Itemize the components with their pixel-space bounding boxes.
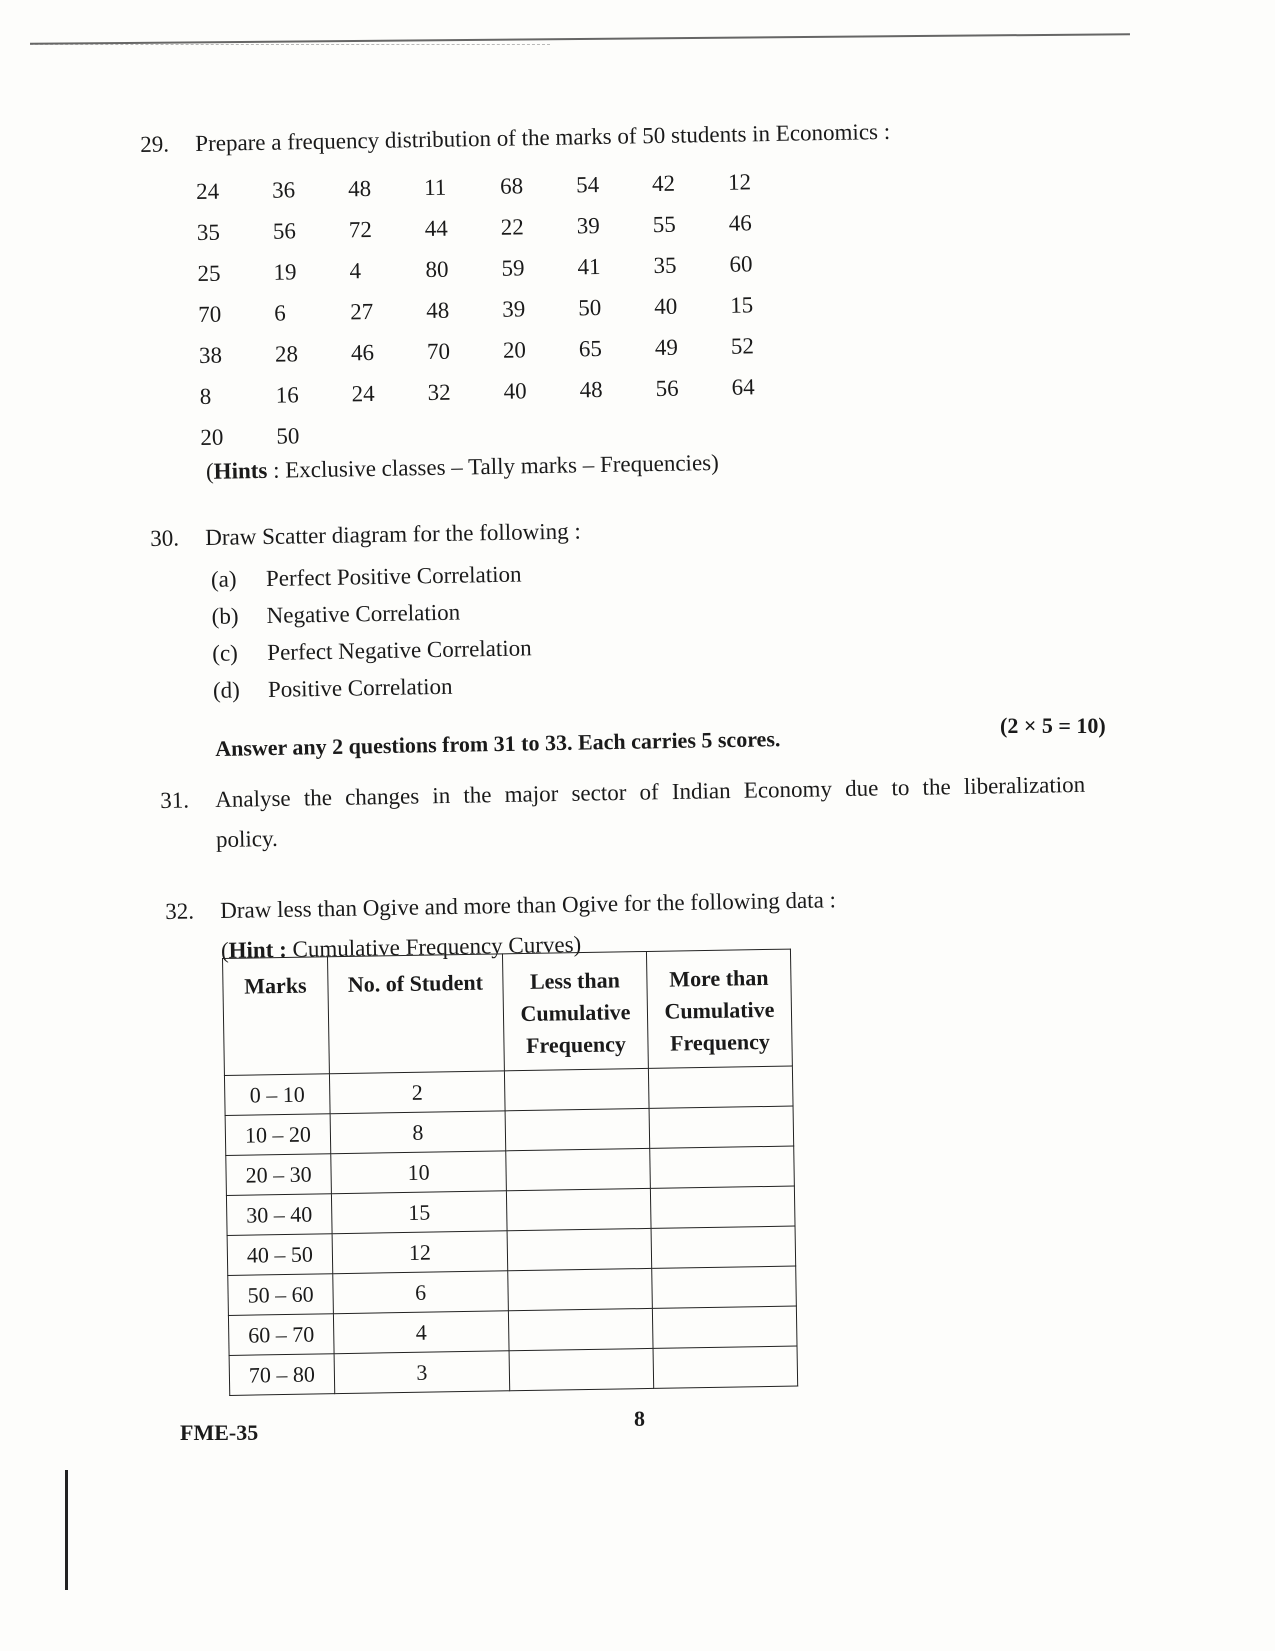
page-number: 8 <box>634 1406 645 1431</box>
cell-marks-range: 30 – 40 <box>226 1194 332 1236</box>
cell-marks-range: 50 – 60 <box>228 1274 334 1316</box>
mark-value: 70 <box>426 338 451 365</box>
question-29-hint: (Hints : Exclusive classes – Tally marks – Frequencies) <box>205 449 719 484</box>
mark-value: 24 <box>351 380 375 407</box>
mark-value: 39 <box>501 296 526 322</box>
cell-student-count: 6 <box>333 1271 509 1314</box>
table-header-row <box>223 949 793 1075</box>
cell-less-than-cf <box>508 1268 653 1310</box>
cell-student-count: 8 <box>330 1111 506 1154</box>
cell-more-than-cf <box>648 1066 793 1108</box>
cell-more-than-cf <box>652 1266 797 1308</box>
cell-less-than-cf <box>508 1308 653 1350</box>
question-29 <box>140 111 1146 488</box>
mark-value: 50 <box>577 294 602 321</box>
cell-more-than-cf <box>651 1226 796 1268</box>
question-text: Draw Scatter diagram for the following : <box>205 518 581 551</box>
header-more-than: More than Cumulative Frequency <box>646 949 792 1068</box>
mark-value: 24 <box>195 178 220 205</box>
cell-less-than-cf <box>504 1068 649 1110</box>
question-number: 30. <box>150 525 180 551</box>
cell-student-count: 12 <box>332 1231 508 1274</box>
mark-value: 40 <box>653 293 678 320</box>
mark-value: 52 <box>730 333 755 359</box>
mark-value: 65 <box>578 335 603 362</box>
mark-value: 44 <box>424 215 449 242</box>
mark-value: 60 <box>729 251 753 277</box>
cell-less-than-cf <box>506 1148 651 1190</box>
table-body <box>224 1066 797 1395</box>
section-score: (2 × 5 = 10) <box>1000 713 1106 738</box>
question-31 <box>160 767 1121 864</box>
mark-value: 48 <box>579 376 603 403</box>
mark-value: 39 <box>576 212 600 239</box>
question-number: 29. <box>140 131 170 157</box>
table-row <box>229 1346 798 1395</box>
mark-value: 50 <box>276 423 300 449</box>
mark-value: 64 <box>731 374 755 400</box>
sub-question-c: (c) Perfect Negative Correlation <box>212 635 532 666</box>
mark-value: 25 <box>197 260 221 287</box>
mark-value: 54 <box>575 171 600 198</box>
mark-value: 38 <box>198 342 223 369</box>
mark-value: 46 <box>728 210 752 236</box>
sub-question-a: (a) Perfect Positive Correlation <box>210 561 522 592</box>
sub-question-d: (d) Positive Correlation <box>212 673 453 703</box>
mark-value: 40 <box>503 378 527 404</box>
cell-more-than-cf <box>653 1346 798 1388</box>
mark-value: 19 <box>273 259 297 285</box>
mark-value: 15 <box>729 292 754 318</box>
marks-grid <box>196 164 809 454</box>
mark-value: 20 <box>502 337 527 363</box>
mark-value: 28 <box>274 341 299 367</box>
mark-value: 70 <box>198 301 222 328</box>
mark-value: 35 <box>653 252 677 279</box>
mark-value: 42 <box>651 170 676 197</box>
mark-value: 12 <box>727 169 752 195</box>
scan-top-dashes <box>30 44 550 45</box>
mark-value: 68 <box>499 173 524 199</box>
mark-value: 59 <box>501 255 525 281</box>
cell-student-count: 3 <box>334 1351 510 1394</box>
mark-value: 4 <box>349 258 362 284</box>
mark-value: 56 <box>655 375 679 402</box>
hint-text: : Exclusive classes – Tally marks – Frequencies) <box>267 449 719 483</box>
question-30 <box>150 510 853 702</box>
hint-label: Hint : <box>228 936 287 963</box>
mark-value: 41 <box>577 253 601 280</box>
cell-more-than-cf <box>650 1186 795 1228</box>
mark-value: 80 <box>425 256 449 283</box>
cell-student-count: 15 <box>331 1191 507 1234</box>
cell-more-than-cf <box>650 1146 795 1188</box>
mark-value: 32 <box>427 379 451 406</box>
cell-less-than-cf <box>509 1348 654 1390</box>
mark-value: 55 <box>652 211 676 238</box>
mark-value: 36 <box>271 177 296 203</box>
mark-value: 46 <box>350 339 375 366</box>
question-text: Prepare a frequency distribution of the marks of 50 students in Economics : <box>195 118 891 157</box>
sub-question-list <box>211 557 533 711</box>
question-number: 32. <box>165 898 195 924</box>
question-text-line2: policy. <box>215 825 278 853</box>
mark-value: 8 <box>199 383 212 409</box>
mark-value: 35 <box>196 219 221 246</box>
cell-more-than-cf <box>652 1306 797 1348</box>
mark-value: 11 <box>423 174 447 201</box>
mark-value: 72 <box>348 216 373 243</box>
question-text-line1: Analyse the changes in the major sector of Indian Economy due to the liberalization <box>215 771 1086 813</box>
cell-less-than-cf <box>506 1188 651 1230</box>
cell-less-than-cf <box>505 1108 650 1150</box>
cell-student-count: 10 <box>331 1151 507 1194</box>
ogive-data-table <box>222 949 798 1396</box>
cell-marks-range: 10 – 20 <box>225 1114 331 1156</box>
mark-value: 22 <box>500 214 525 240</box>
cell-student-count: 2 <box>329 1071 505 1114</box>
hint-label: Hints <box>213 457 268 484</box>
mark-value: 6 <box>274 300 286 326</box>
cell-student-count: 4 <box>333 1311 509 1354</box>
hint-text: Cumulative Frequency Curves) <box>286 931 582 962</box>
header-less-than: Less than Cumulative Frequency <box>502 951 648 1070</box>
mark-value: 56 <box>272 218 297 244</box>
question-32-hint: (Hint : Cumulative Frequency Curves) <box>220 931 582 964</box>
mark-value: 16 <box>275 382 299 408</box>
mark-value: 48 <box>347 175 372 202</box>
mark-value: 20 <box>200 424 224 450</box>
section-instruction: Answer any 2 questions from 31 to 33. Each carries 5 scores. <box>215 726 781 761</box>
cell-less-than-cf <box>507 1228 652 1270</box>
sub-question-b: (b) Negative Correlation <box>211 599 461 629</box>
question-number: 31. <box>160 787 190 813</box>
question-text: Draw less than Ogive and more than Ogive for the following data : <box>220 887 837 924</box>
scan-margin-bar <box>65 1470 68 1590</box>
mark-value: 48 <box>426 297 450 324</box>
cell-marks-range: 0 – 10 <box>224 1074 330 1116</box>
cell-marks-range: 70 – 80 <box>229 1354 335 1396</box>
cell-marks-range: 40 – 50 <box>227 1234 333 1276</box>
cell-marks-range: 60 – 70 <box>228 1314 334 1356</box>
paper-code: FME-35 <box>180 1420 259 1445</box>
header-students: No. of Student <box>327 954 504 1074</box>
question-32 <box>165 879 1066 964</box>
cell-more-than-cf <box>649 1106 794 1148</box>
mark-value: 49 <box>654 334 679 361</box>
mark-value: 27 <box>350 298 374 325</box>
header-marks: Marks <box>223 957 330 1076</box>
cell-marks-range: 20 – 30 <box>226 1154 332 1196</box>
